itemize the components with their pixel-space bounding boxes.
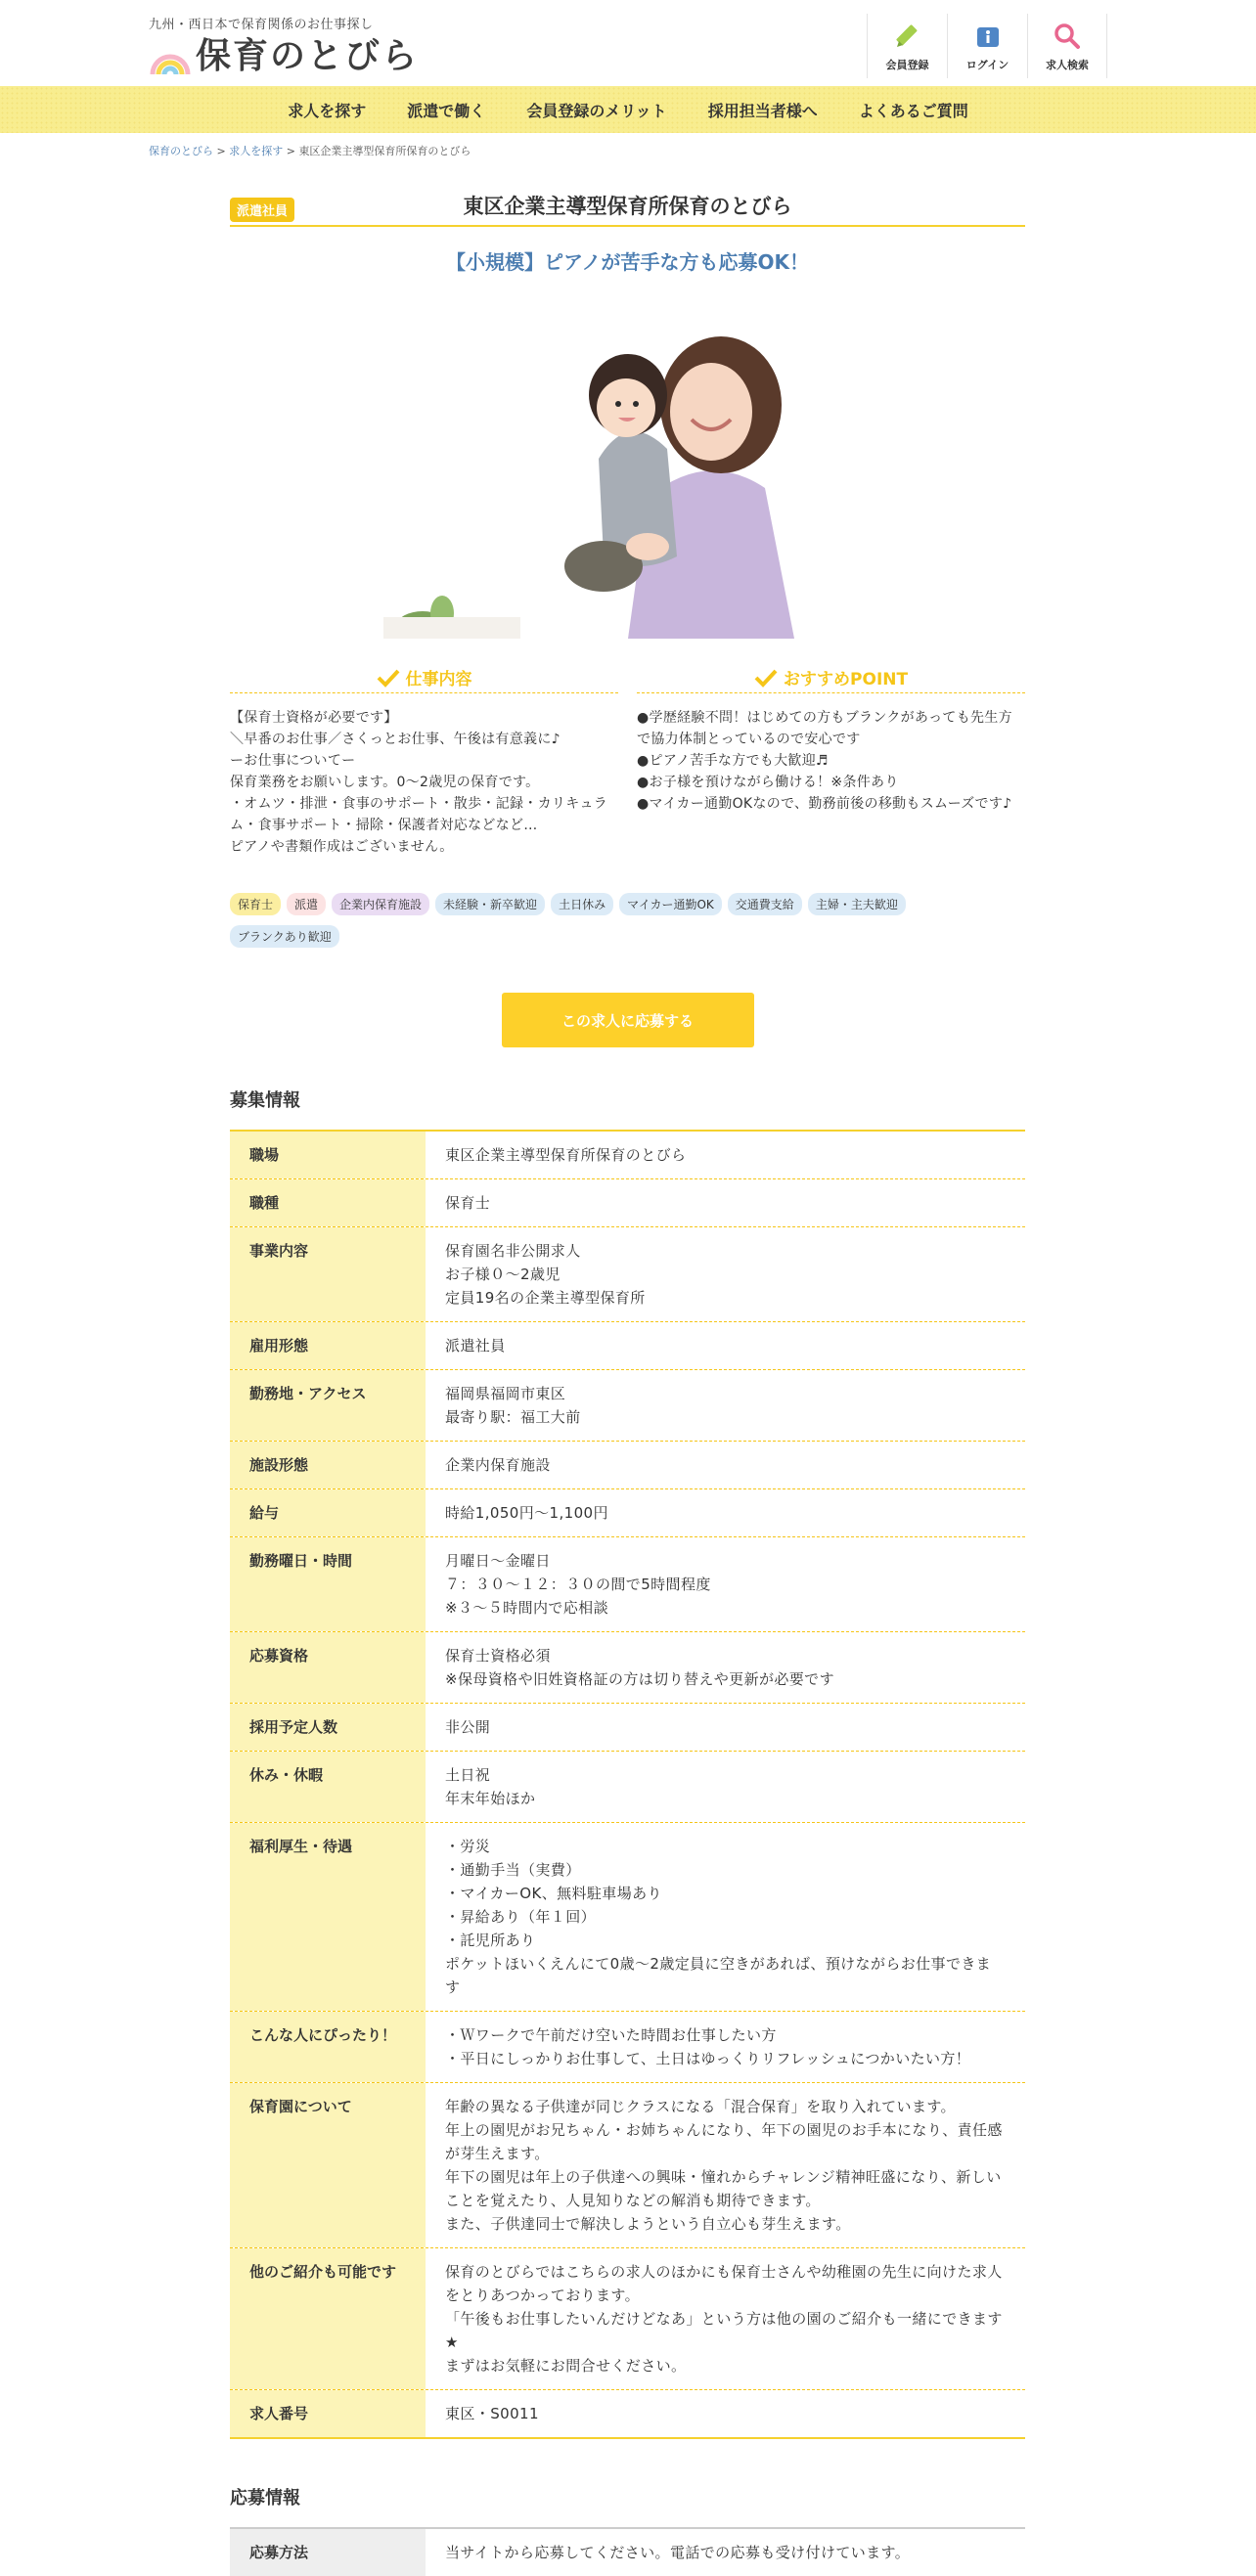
member-register-link[interactable]: 会員登録 (867, 14, 947, 78)
row-value: 時給1,050円～1,100円 (445, 1504, 608, 1522)
table-row (230, 2529, 1025, 2576)
row-value: 東区・S0011 (445, 2405, 539, 2422)
row-value: 年齢の異なる子供達が同じクラスになる「混合保育」を取り入れています。 年上の園児がお兄ちゃん・お姉ちゃんになり、年下の園児のお手本になり、責任感が芽生えます。 年下の園児は年上の子供達への興味・憧れからチャレンジ精神旺盛になり、新しいことを覚えたり、人見知りなどの解消も期待できます。 また、子供達同士で解決しようという自立心も芽生えます。 (445, 2098, 1003, 2233)
row-label: 職種 (230, 1179, 426, 1226)
tag-transport-allowance: 交通費支給 (728, 893, 802, 915)
tag-inexperienced-welcome: 未経験・新卒歓迎 (435, 893, 545, 915)
row-value: 派遣社員 (445, 1337, 506, 1355)
row-label: 勤務地・アクセス (230, 1370, 426, 1441)
rainbow-logo-icon (149, 37, 192, 76)
row-label: 福利厚生・待遇 (230, 1823, 426, 2011)
breadcrumb-home[interactable]: 保育のとびら (149, 145, 213, 157)
row-value: 非公開 (445, 1718, 491, 1736)
table-row (230, 2083, 1025, 2248)
global-nav (0, 86, 1256, 133)
nav-faq[interactable]: よくあるご質問 (858, 101, 968, 120)
apply-button-wrap (230, 993, 1025, 1047)
nav-find-jobs[interactable]: 求人を探す (288, 101, 367, 120)
row-value: 保育士 (445, 1194, 491, 1212)
recommend-point-column (637, 662, 1025, 858)
row-label: 職場 (230, 1132, 426, 1178)
job-search-link[interactable]: 求人検索 (1027, 14, 1107, 78)
employment-type-badge: 派遣社員 (230, 198, 294, 222)
job-title: 東区企業主導型保育所保育のとびら (463, 195, 792, 218)
row-label: 求人番号 (230, 2390, 426, 2437)
row-label: 他のご紹介も可能です (230, 2248, 426, 2389)
recruit-info-title: 募集情報 (230, 1090, 300, 1111)
work-content-column (230, 662, 618, 858)
table-row (230, 1752, 1025, 1823)
recruit-info-table (230, 1130, 1025, 2439)
info-icon (973, 22, 1003, 51)
recommend-point-heading: おすすめPOINT (637, 662, 1025, 693)
work-content-heading: 仕事内容 (230, 662, 618, 693)
tag-car-commute: マイカー通勤OK (619, 893, 722, 915)
nav-for-recruiters[interactable]: 採用担当者様へ (707, 101, 818, 120)
table-row (230, 1227, 1025, 1322)
table-row (230, 1322, 1025, 1370)
check-icon (754, 668, 778, 688)
site-logo[interactable] (149, 35, 419, 78)
search-icon (1053, 22, 1082, 51)
job-title-row (230, 186, 1025, 227)
breadcrumb-search[interactable]: 求人を探す (229, 145, 284, 157)
row-value: 保育士資格必須 ※保母資格や旧姓資格証の方は切り替えや更新が必要です (445, 1647, 834, 1688)
application-info-table (230, 2527, 1025, 2576)
site-tagline: 九州・西日本で保育関係のお仕事探し (149, 18, 374, 32)
logo-text: 保育のとびら (196, 36, 420, 76)
work-content-text: 【保育士資格が必要です】 ＼早番のお仕事／さくっとお仕事、午後は有意義に♪ ーお仕事についてー 保育業務をお願いします。0～2歳児の保育です。 ・オムツ・排泄・食事のサポート・散歩・記録・カリキュラム・食事サポート・掃除・保護者対応などなど… ピアノや書類作成はございません。 (230, 710, 608, 855)
table-row (230, 2390, 1025, 2437)
apply-button[interactable]: この求人に応募する (502, 993, 754, 1047)
row-label: 施設形態 (230, 1442, 426, 1488)
table-row (230, 1442, 1025, 1489)
job-catchphrase: 【小規模】ピアノが苦手な方も応募OK！ (446, 250, 809, 274)
table-row (230, 1489, 1025, 1537)
job-points (230, 662, 1025, 858)
recommend-point-text: ●学歴経験不問！はじめての方もブランクがあっても先生方で協力体制とっているので安心です ●ピアノ苦手な方でも大歓迎♬ ●お子様を預けながら働ける！※条件あり ●マイカー通勤OKなので、勤務前後の移動もスムーズです♪ (637, 710, 1012, 812)
row-label: こんな人にぴったり！ (230, 2012, 426, 2082)
job-detail (230, 186, 1025, 2576)
row-value: 土日祝 年末年始ほか (445, 1766, 536, 1807)
breadcrumb: 保育のとびら > 求人を探す > 東区企業主導型保育所保育のとびら (149, 145, 471, 157)
nav-dispatch-work[interactable]: 派遣で働く (407, 101, 486, 120)
tag-dispatch: 派遣 (287, 893, 326, 915)
row-value: ・労災 ・通勤手当（実費） ・マイカーOK、無料駐車場あり ・昇給あり（年１回） ・託児所あり ポケットほいくえんにて0歳～2歳定員に空きがあれば、預けながらお仕事できます (445, 1838, 992, 1996)
row-label: 給与 (230, 1489, 426, 1536)
check-icon (377, 668, 400, 688)
hero-photo (383, 302, 873, 639)
breadcrumb-current: 東区企業主導型保育所保育のとびら (298, 145, 471, 157)
tag-homemaker-welcome: 主婦・主夫歓迎 (808, 893, 906, 915)
application-info-title: 応募情報 (230, 2488, 300, 2509)
table-row (230, 1132, 1025, 1179)
table-row (230, 1537, 1025, 1632)
row-label: 雇用形態 (230, 1322, 426, 1369)
tag-weekends-off: 土日休み (551, 893, 613, 915)
login-link[interactable]: ログイン (947, 14, 1027, 78)
tag-in-company-facility: 企業内保育施設 (332, 893, 429, 915)
row-value: 東区企業主導型保育所保育のとびら (445, 1146, 687, 1164)
row-value: 保育のとびらではこちらの求人のほかにも保育士さんや幼稚園の先生に向けた求人をとりあつかっております。 「午後もお仕事したいんだけどなあ」という方は他の園のご紹介も一緒にできます★ まずはお気軽にお問合せください。 (445, 2263, 1003, 2375)
row-label: 勤務曜日・時間 (230, 1537, 426, 1631)
row-label: 応募資格 (230, 1632, 426, 1703)
row-label: 保育園について (230, 2083, 426, 2247)
site-header (0, 0, 1256, 86)
table-row (230, 1179, 1025, 1227)
row-value: 保育園名非公開求人 お子様０～2歳児 定員19名の企業主導型保育所 (445, 1242, 646, 1307)
table-row (230, 2012, 1025, 2083)
row-value: 当サイトから応募してください。電話での応募も受け付けています。 (445, 2544, 911, 2561)
row-label: 休み・休暇 (230, 1752, 426, 1822)
row-label: 採用予定人数 (230, 1704, 426, 1751)
table-row (230, 1823, 1025, 2012)
row-value: ・Ｗワークで午前だけ空いた時間お仕事したい方 ・平日にしっかりお仕事して、土日はゆっくりリフレッシュにつかいたい方！ (445, 2026, 971, 2067)
table-row (230, 1704, 1025, 1752)
row-value: 月曜日～金曜日 ７：３０～１２：３０の間で5時間程度 ※３～５時間内で応相談 (445, 1552, 711, 1617)
header-links (867, 14, 1107, 78)
pencil-icon (893, 22, 922, 51)
tag-nursery-teacher: 保育士 (230, 893, 281, 915)
row-label: 事業内容 (230, 1227, 426, 1321)
row-value: 企業内保育施設 (445, 1456, 551, 1474)
tag-career-gap-welcome: ブランクあり歓迎 (230, 925, 339, 948)
job-tags (230, 893, 1025, 957)
table-row (230, 2248, 1025, 2390)
nav-member-benefits[interactable]: 会員登録のメリット (526, 101, 667, 120)
table-row (230, 1632, 1025, 1704)
mother-child-illustration (383, 302, 873, 639)
row-label: 応募方法 (230, 2529, 426, 2576)
row-value: 福岡県福岡市東区 最寄り駅：福工大前 (445, 1385, 581, 1426)
table-row (230, 1370, 1025, 1442)
